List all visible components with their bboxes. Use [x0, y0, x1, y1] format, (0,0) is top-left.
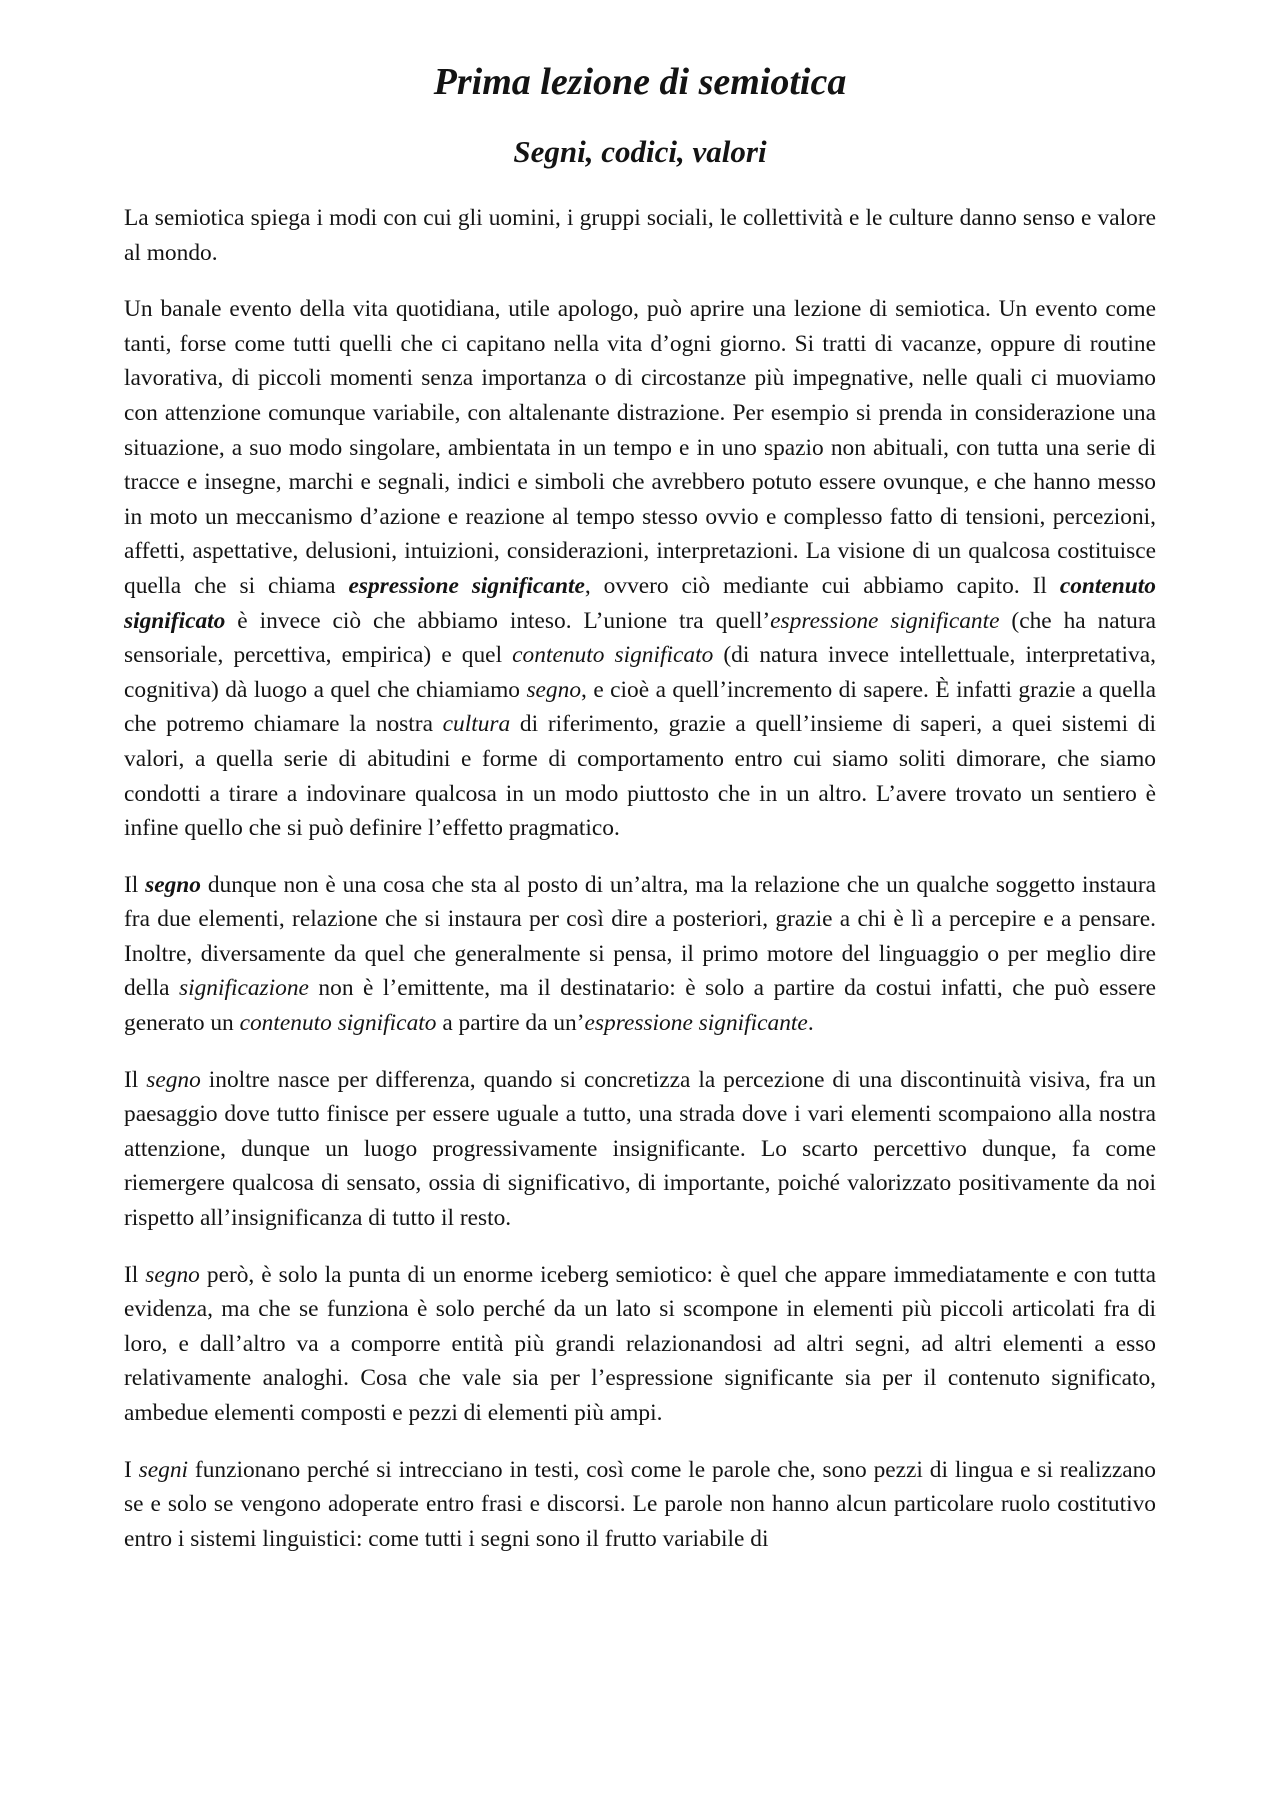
text-run: La semiotica spiega i modi con cui gli uomini, i gruppi sociali, le collettività e le culture danno senso e valore al mondo.: [124, 205, 1156, 266]
text-run: non è l’emittente, ma il destinatario: è solo a partire da costui infatti, che può essere generato un: [124, 975, 1156, 1037]
text-run: Un banale evento della vita quotidiana, utile apologo, può aprire una lezione di semiotica. Un evento come tanti, forse come tutti quelli che ci capitano nella vita d’ogni giorno. Si tratti di vacanze, oppure di routine lavorativa, di piccoli momenti senza importanza o di circostanze più impegnative, nelle quali ci muoviamo con attenzione comunque variabile, con altalenante distrazione. Per esempio si prenda in considerazione una situazione, a suo modo singolare, ambientata in un tempo e in uno spazio non abituali, con tutta una serie di tracce e insegne, marchi e segnali, indici e simboli che avrebbero potuto essere ovunque, e che hanno messo in moto un meccanismo d’azione e reazione al tempo stesso ovvio e complesso fatto di tensioni, percezioni, affetti, aspettative, delusioni, intuizioni, considerazioni, interpretazioni. La visione di un qualcosa costituisce quella che si chiama: [124, 296, 1156, 599]
text-run: è invece ciò che abbiamo inteso. L’unione tra quell’: [225, 607, 771, 634]
text-run: inoltre nasce per differenza, quando si concretizza la percezione di una discontinuità visiva, fra un paesaggio dove tutto finisce per essere uguale a tutto, una strada dove i vari elementi scompaiono alla nostra attenzione, dunque un luogo progressivamente insignificante. Lo scarto percettivo dunque, fa come riemergere qualcosa di sensato, ossia di significativo, di importante, poiché valorizzato positivamente da noi rispetto all’insignificanza di tutto il resto.: [124, 1066, 1156, 1232]
italic-term: segno: [526, 676, 582, 703]
paragraph: [124, 292, 1156, 846]
text-run: a partire da un’: [436, 1010, 585, 1037]
text-run: Il: [124, 871, 146, 898]
page-subtitle: Segni, codici, valori: [513, 134, 767, 169]
text-run: , e cioè a quell’incremento di sapere. È infatti grazie a quella che potremo chiamare la nostra: [124, 676, 1156, 738]
italic-term: espressione significante: [770, 607, 1000, 634]
emphasis-term: segno: [145, 871, 201, 898]
text-run: , ovvero ciò mediante cui abbiamo capito. Il: [584, 572, 1060, 599]
paragraph: [124, 1258, 1156, 1431]
emphasis-term: espressione significante: [348, 572, 585, 599]
italic-term: contenuto significato: [239, 1010, 437, 1037]
italic-term: contenuto significato: [512, 642, 714, 669]
italic-term: segno: [145, 1261, 200, 1288]
italic-term: significazione: [178, 975, 309, 1002]
text-run: dunque non è una cosa che sta al posto di un’altra, ma la relazione che un qualche soggetto instaura fra due elementi, relazione che si instaura per così dire a posteriori, grazie a chi è lì a percepire e a pensare. Inoltre, diversamente da quel che generalmente si pensa, il primo motore del linguaggio o per meglio dire della: [124, 871, 1156, 1002]
text-run: Il: [124, 1261, 146, 1288]
text-run: di riferimento, grazie a quell’insieme di saperi, a quei sistemi di valori, a quella serie di abitudini e forme di comportamento entro cui siamo soliti dimorare, che siamo condotti a tirare a indovinare qualcosa in un modo piuttosto che in un altro. L’avere trovato un sentiero è infine quello che si può definire l’effetto pragmatico.: [124, 711, 1156, 842]
paragraph: [124, 1453, 1156, 1557]
emphasis-term: contenuto significato: [124, 572, 1156, 634]
paragraph: [124, 868, 1156, 1041]
text-run: (di natura invece intellettuale, interpretativa, cognitiva) dà luogo a quel che chiamiamo: [124, 642, 1156, 703]
text-run: .: [807, 1010, 814, 1037]
paragraph: [124, 201, 1156, 270]
text-run: Il: [124, 1066, 147, 1093]
italic-term: segni: [138, 1456, 189, 1483]
paragraph: [124, 1063, 1156, 1236]
page-title: Prima lezione di semiotica: [433, 61, 847, 103]
italic-term: segno: [146, 1066, 201, 1093]
italic-term: cultura: [442, 711, 511, 738]
text-run: funzionano perché si intrecciano in testi, così come le parole che, sono pezzi di lingua e si realizzano se e solo se vengono adoperate entro frasi e discorsi. Le parole non hanno alcun particolare ruolo costitutivo entro i sistemi linguistici: come tutti i segni sono il frutto variabile di: [124, 1456, 1156, 1552]
text-run: I: [124, 1456, 139, 1483]
italic-term: espressione significante: [584, 1010, 808, 1037]
text-run: però, è solo la punta di un enorme iceberg semiotico: è quel che appare immediatamente e con tutta evidenza, ma che se funziona è solo perché da un lato si scompone in elementi più piccoli articolati fra di loro, e dall’altro va a comporre entità più grandi relazionandosi ad altri segni, ad altri elementi a esso relativamente analoghi. Cosa che vale sia per l’espressione significante sia per il contenuto significato, ambedue elementi composti e pezzi di elementi più ampi.: [124, 1261, 1157, 1426]
text-run: (che ha natura sensoriale, percettiva, empirica) e quel: [124, 607, 1157, 669]
body-text: [124, 201, 1156, 1556]
